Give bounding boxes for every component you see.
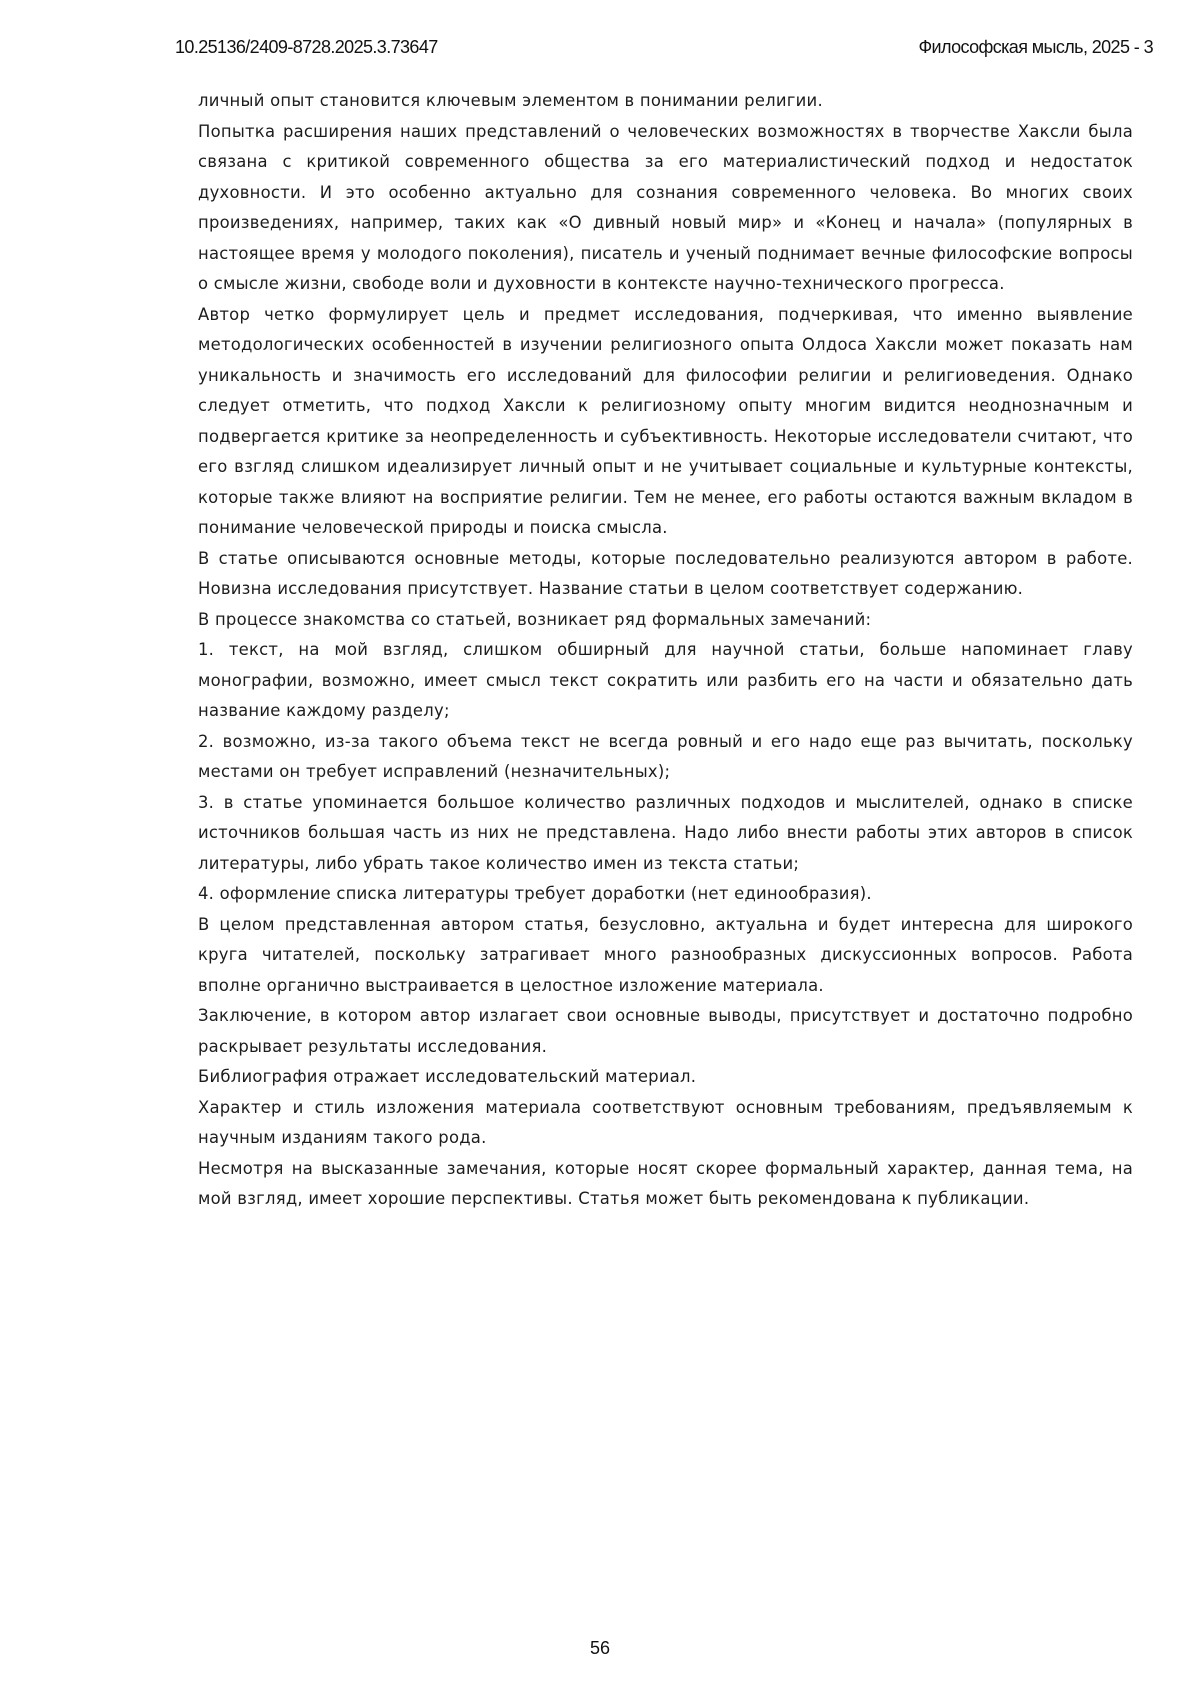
paragraph: Автор четко формулирует цель и предмет исследования, подчеркивая, что именно выявление методологических особенностей в изучении религиозного опыта Олдоса Хаксли может показать нам уникальность и значимость его исследований для философии религии и религиоведения. Однако следует отметить, что подход Хаксли к религиозному опыту многим видится неоднозначным и подвергается критике за неопределенность и субъективность. Некоторые исследователи считают, что его взгляд слишком идеализирует личный опыт и не учитывает социальные и культурные контексты, которые также влияют на восприятие религии. Тем не менее, его работы остаются важным вкладом в понимание человеческой природы и поиска смысла. — [198, 304, 1133, 537]
list-item: 3. в статье упоминается большое количество различных подходов и мыслителей, однако в списке источников большая часть из них не представлена. Надо либо внести работы этих авторов в список литературы, либо убрать такое количество имен из текста статьи; — [198, 792, 1133, 873]
paragraph: личный опыт становится ключевым элементом в понимании религии. — [198, 91, 823, 110]
paragraph: В целом представленная автором статья, безусловно, актуальна и будет интересна для широкого круга читателей, поскольку затрагивает много разнообразных дискуссионных вопросов. Работа вполне органично выстраивается в целостное изложение материала. — [198, 914, 1133, 995]
doi-label: 10.25136/2409-8728.2025.3.73647 — [175, 37, 438, 57]
paragraph: Заключение, в котором автор излагает свои основные выводы, присутствует и достаточно подробно раскрывает результаты исследования. — [198, 1006, 1133, 1056]
journal-title: Философская мысль, 2025 - 3 — [918, 37, 1153, 57]
article-body — [198, 86, 1133, 1215]
list-item: 2. возможно, из-за такого объема текст не всегда ровный и его надо еще раз вычитать, поскольку местами он требует исправлений (незначительных); — [198, 731, 1133, 781]
paragraph: В процессе знакомства со статьей, возникает ряд формальных замечаний: — [198, 609, 872, 629]
paragraph: Характер и стиль изложения материала соответствуют основным требованиям, предъявляемым к научным изданиям такого рода. — [198, 1097, 1133, 1147]
paragraph: Попытка расширения наших представлений о человеческих возможностях в творчестве Хаксли была связана с критикой современного общества за его материалистический подход и недостаток духовности. И это особенно актуально для сознания современного человека. Во многих своих произведениях, например, таких как «О дивный новый мир» и «Конец и начала» (популярных в настоящее время у молодого поколения), писатель и ученый поднимает вечные философские вопросы о смысле жизни, свободе воли и духовности в контексте научно-технического прогресса. — [198, 121, 1133, 293]
page-number: 56 — [589, 1638, 611, 1658]
paragraph: В статье описываются основные методы, которые последовательно реализуются автором в работе. Новизна исследования присутствует. Название статьи в целом соответствует содержанию. — [198, 548, 1133, 598]
list-item: 4. оформление списка литературы требует доработки (нет единообразия). — [198, 884, 872, 903]
paragraph: Несмотря на высказанные замечания, которые носят скорее формальный характер, данная тема, на мой взгляд, имеет хорошие перспективы. Статья может быть рекомендована к публикации. — [198, 1158, 1133, 1208]
list-item: 1. текст, на мой взгляд, слишком обширный для научной статьи, больше напоминает главу монографии, возможно, имеет смысл текст сократить или разбить его на части и обязательно дать название каждому разделу; — [198, 640, 1133, 720]
paragraph: Библиография отражает исследовательский материал. — [198, 1067, 697, 1086]
